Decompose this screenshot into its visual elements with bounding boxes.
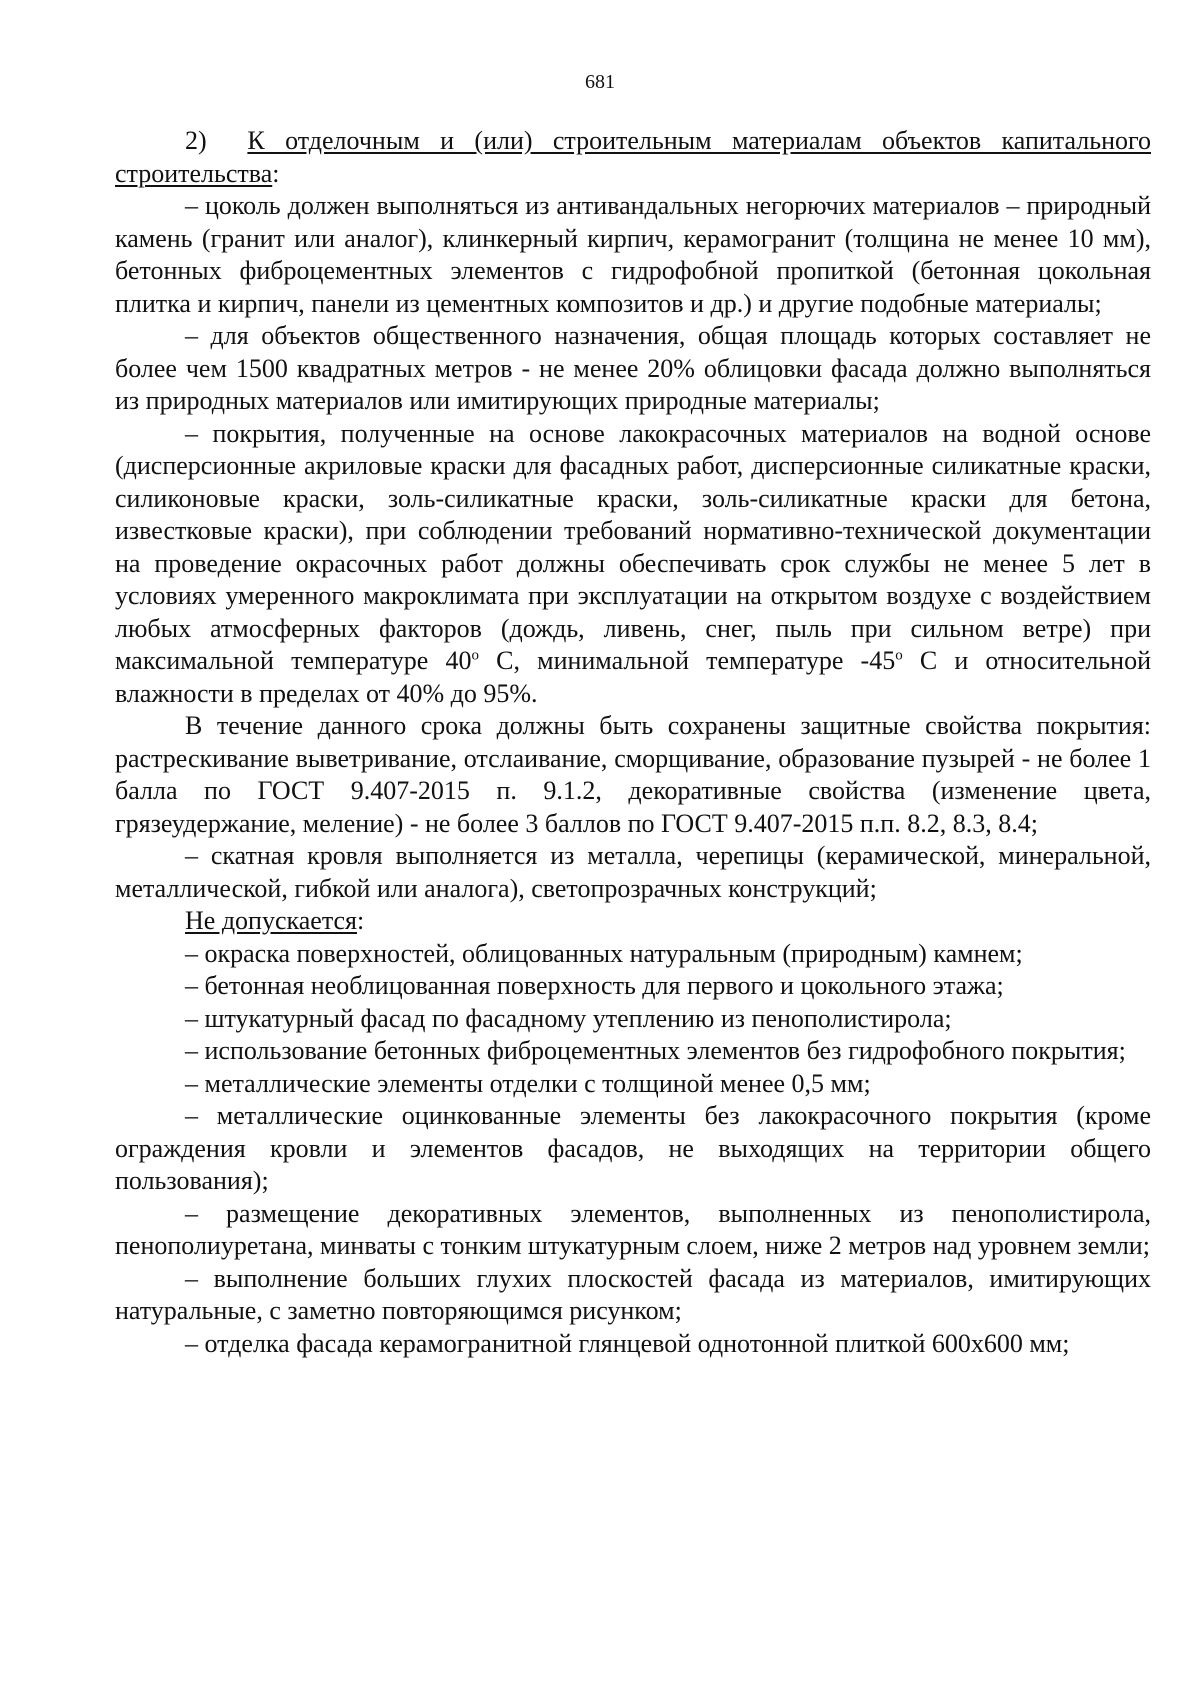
prohibited-item: – окраска поверхностей, облицованных натуральным (природным) камнем; (185, 938, 1023, 968)
degree-sign-min: o (895, 647, 903, 664)
coatings-text-part-2: С, минимальной температуре -45 (478, 646, 896, 675)
prohibited-item: – металлические оцинкованные элементы без лакокрасочного покрытия (кроме ограждения кровли и элементов фасадов, не выходящих на территории общего пользования); (115, 1101, 1151, 1195)
not-allowed-heading-paragraph (115, 905, 1151, 938)
section-heading-paragraph (115, 125, 1151, 190)
requirement-item-public-buildings: – для объектов общественного назначения, общая площадь которых составляет не более чем 1500 квадратных метров - не менее 20% облицовки фасада должно выполняться из природных материалов или имитирующих природные материалы; (115, 321, 1151, 415)
section-heading-colon: : (272, 158, 280, 188)
prohibited-item: – бетонная необлицованная поверхность для первого и цокольного этажа; (185, 971, 1004, 1000)
requirement-item-plinth: – цоколь должен выполняться из антивандальных негорючих материалов – природный камень (гранит или аналог), клинкерный кирпич, керамогранит (толщина не менее 10 мм), бетонных фиброцементных элементов с гидрофобной пропиткой (бетонная цокольная плитка и кирпич, панели из цементных композитов и др.) и другие подобные материалы; (115, 191, 1151, 318)
page-number: 681 (585, 71, 615, 93)
document-body (115, 125, 1151, 1360)
requirement-item-roof: – скатная кровля выполняется из металла, черепицы (керамической, минеральной, металлической, гибкой или аналога), светопрозрачных конструкций; (115, 841, 1151, 903)
not-allowed-heading: Не допускается (185, 906, 357, 935)
not-allowed-colon: : (357, 906, 365, 935)
prohibited-item: – использование бетонных фиброцементных элементов без гидрофобного покрытия; (185, 1036, 1126, 1065)
requirement-item-coatings (115, 418, 1151, 711)
retention-paragraph: В течение данного срока должны быть сохранены защитные свойства покрытия: растрескивание выветривание, отслаивание, сморщивание, образование пузырей - не более 1 балла по ГОСТ 9.407-2015 п. 9.1.2, декоративные свойства (изменение цвета, грязеудержание, меление) - не более 3 баллов по ГОСТ 9.407-2015 п.п. 8.2, 8.3, 8.4; (115, 711, 1151, 838)
prohibited-item: – отделка фасада керамогранитной глянцевой однотонной плиткой 600х600 мм; (185, 1328, 1070, 1358)
prohibited-item: – выполнение больших глухих плоскостей фасада из материалов, имитирующих натуральные, с заметно повторяющимся рисунком; (115, 1263, 1151, 1325)
prohibited-item: – размещение декоративных элементов, выполненных из пенополистирола, пенополиуретана, минваты с тонким штукатурным слоем, ниже 2 метров над уровнем земли; (115, 1198, 1151, 1260)
degree-sign-max: o (471, 647, 479, 664)
section-heading: К отделочным и (или) строительным материалам объектов капитального строительства (115, 126, 1152, 188)
coatings-text-part-1: – покрытия, полученные на основе лакокрасочных материалов на водной основе (дисперсионные акриловые краски для фасадных работ, дисперсионные силикатные краски, силиконовые краски, золь-силикатные краски, золь-силикатные краски для бетона, известковые краски), при соблюдении требований нормативно-технической документации на проведение окрасочных работ должны обеспечивать срок службы не менее 5 лет в условиях умеренного макроклимата при эксплуатации на открытом воздухе с воздействием любых атмосферных факторов (дождь, ливень, снег, пыль при сильном ветре) при максимальной температуре 40 (115, 418, 1151, 675)
coatings-text-part-3: С и относительной влажности в пределах от 40% до 95%. (115, 646, 1151, 708)
prohibited-item: – штукатурный фасад по фасадному утеплению из пенополистирола; (185, 1003, 952, 1033)
prohibited-item: – металлические элементы отделки с толщиной менее 0,5 мм; (185, 1068, 871, 1098)
section-number: 2) (185, 126, 207, 155)
